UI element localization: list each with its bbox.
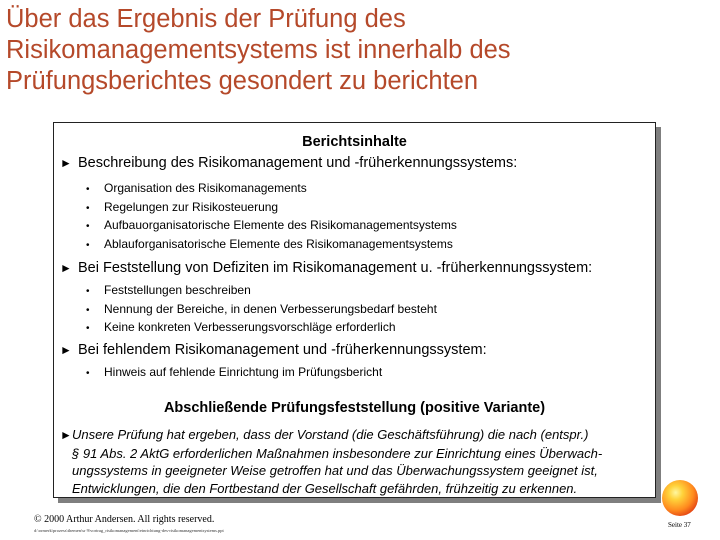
bullet-icon: • [86,286,90,297]
list-item [86,180,457,199]
title-line: Über das Ergebnis der Prüfung des [6,5,406,33]
conclusion-line: ungssystems in geeigneter Weise getroffen hat und das Überwachungssystem geeignet ist, [72,463,598,478]
list-item [86,282,437,301]
list-item [86,217,457,236]
arrow-icon: ► [60,428,72,442]
arrow-icon: ► [60,156,72,170]
title-line: Prüfungsberichtes gesondert zu berichten [6,67,479,95]
bullet-icon: • [86,202,90,214]
conclusion-line: Entwicklungen, die den Fortbestand der Gesellschaft gefährden, frühzeitig zu erkennen. [72,480,578,496]
section-header [60,260,592,276]
section-label: Beschreibung des Risikomanagement und -früherkennungssystems: [78,155,518,171]
list-item [86,199,457,218]
arrow-icon: ► [60,343,72,357]
list-item-text: Nennung der Bereiche, in denen Verbesserungsbedarf besteht [104,301,437,316]
title-line: Risikomanagementsystems ist innerhalb des [6,36,511,64]
list-item-text: Ablauforganisatorische Elemente des Risikomanagementsystems [104,236,453,251]
copyright: © 2000 Arthur Andersen. All rights reserved. [34,514,215,525]
section-label: Bei fehlendem Risikomanagement und -früherkennungssystem: [78,342,487,358]
page-number: Seite 37 [668,521,691,529]
list-item [86,236,457,255]
list-item-text: Hinweis auf fehlende Einrichtung im Prüfungsbericht [104,365,383,379]
section-label: Bei Feststellung von Defiziten im Risikomanagement u. -früherkennungssystem: [78,260,593,276]
list-item-text: Keine konkreten Verbesserungsvorschläge erforderlich [104,320,396,334]
list-item [86,319,437,338]
logo-sphere-icon [662,480,698,516]
content-box [53,122,656,498]
conclusion-line [60,426,648,445]
section-header [60,155,517,171]
section-header [60,342,487,358]
list-item-text: Feststellungen beschreiben [104,283,251,297]
conclusion-text [60,426,648,497]
list-item-text: Organisation des Risikomanagements [104,181,307,195]
list-item [86,301,437,320]
box-heading: Berichtsinhalte [302,134,407,150]
list-item-text: Aufbauorganisatorische Elemente des Risikomanagementsystems [104,218,457,232]
bullet-list [86,282,437,338]
arrow-icon: ► [60,261,72,275]
bullet-icon: • [86,239,90,251]
slide-title [6,4,706,97]
conclusion-line-text: Unsere Prüfung hat ergeben, dass der Vorstand (die Geschäftsführung) die nach (entspr.) [72,427,589,442]
bullet-icon: • [86,184,90,195]
bullet-icon: • [86,368,90,379]
bullet-icon: • [86,304,90,316]
bullet-icon: • [86,221,90,232]
bullet-list [86,364,382,383]
file-path: d:\ormerk\prozess\themen\sr 9\vortrag_risikomanagement\einrichtung-des-risikomanagementsystems.ppt [34,528,224,533]
list-item-text: Regelungen zur Risikosteuerung [104,199,279,214]
bullet-icon: • [86,323,90,334]
conclusion-line: § 91 Abs. 2 AktG erforderlichen Maßnahmen insbesondere zur Einrichtung eines Überwach- [72,445,603,461]
conclusion-heading: Abschließende Prüfungsfeststellung (positive Variante) [163,400,546,416]
bullet-list [86,180,457,254]
list-item [86,364,382,383]
